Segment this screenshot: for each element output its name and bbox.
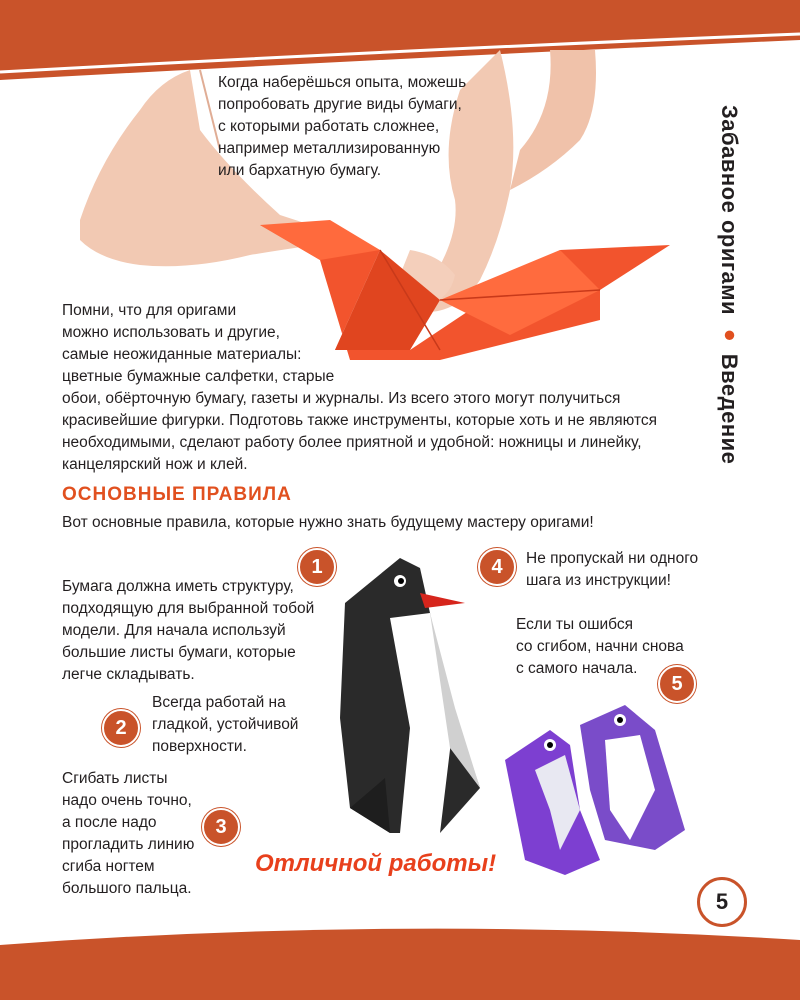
rule-5-badge: 5 bbox=[658, 665, 696, 703]
side-title-bullet: ● bbox=[717, 321, 742, 348]
rule-5-text: Если ты ошибся со сгибом, начни снова с самого начала. bbox=[516, 616, 684, 677]
rules-heading: ОСНОВНЫЕ ПРАВИЛА bbox=[62, 484, 292, 505]
rules-intro: Вот основные правила, которые нужно знать будущему мастеру оригами! bbox=[62, 514, 594, 531]
rule-4-badge: 4 bbox=[478, 548, 516, 586]
rule-2-text: Всегда работай на гладкой, устойчивой поверхности. bbox=[152, 694, 299, 755]
side-title-part2: Введение bbox=[717, 353, 742, 465]
bottom-band bbox=[0, 910, 800, 1000]
purple-penguins-illustration bbox=[505, 700, 695, 880]
rule-3-text: Сгибать листы надо очень точно, а после надо прогладить линию сгиба ногтем большого пальца. bbox=[62, 770, 195, 897]
black-penguin-illustration bbox=[330, 548, 500, 848]
rule-4-text: Не пропускай ни одного шага из инструкции! bbox=[526, 550, 699, 589]
rule-1-badge: 1 bbox=[298, 548, 336, 586]
intro-paragraph-experience: Когда наберёшься опыта, можешь попробовать другие виды бумаги, с которыми работать сложнее, например металлизированную или бархатную бумагу. bbox=[218, 74, 467, 179]
rule-3-badge: 3 bbox=[202, 808, 240, 846]
side-title-part1: Забавное оригами bbox=[717, 105, 742, 316]
side-section-title bbox=[712, 105, 742, 495]
intro-paragraph-materials-start: Помни, что для оригами можно использовать и другие, самые неожиданные материалы: цветные бумажные салфетки, старые bbox=[62, 302, 335, 385]
praise-text: Отличной работы! bbox=[255, 850, 497, 877]
rule-1-text: Бумага должна иметь структуру, подходящую для выбранной тобой модели. Для начала используй большие листы бумаги, которые легче складывать. bbox=[62, 578, 315, 683]
rule-2-badge: 2 bbox=[102, 709, 140, 747]
page-number: 5 bbox=[697, 877, 747, 927]
intro-paragraph-materials-rest: обои, обёрточную бумагу, газеты и журналы. Из всего этого могут получиться красивейшие фигурки. Подготовь также инструменты, которые хоть и не являются необходимыми, сделают работу более приятной и удобной: ножницы и линейку, канцелярский нож и клей. bbox=[62, 390, 658, 473]
